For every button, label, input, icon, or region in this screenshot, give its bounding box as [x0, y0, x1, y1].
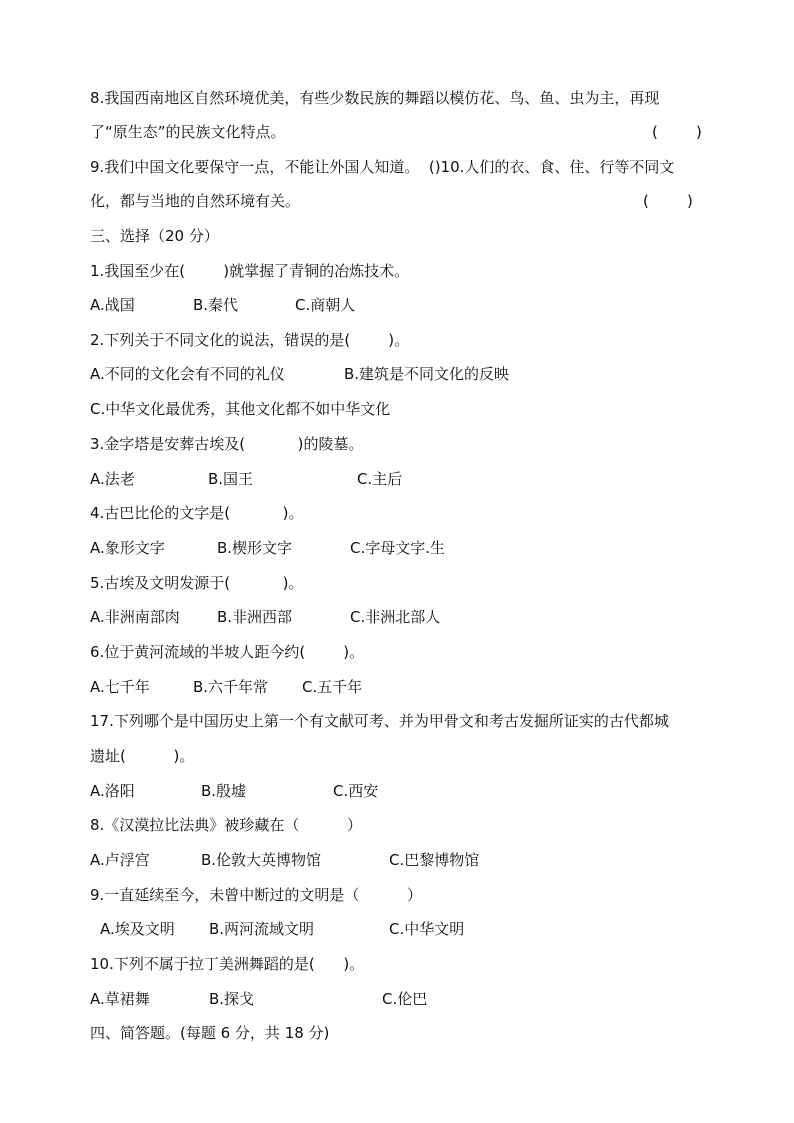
tf-q8-answer-paren: ( )	[652, 123, 702, 141]
section3-title: 三、选择（20 分）	[90, 227, 219, 245]
q5-option-c: C.非洲北部人	[350, 608, 441, 626]
q2-stem: 2.下列关于不同文化的说法，错误的是( )。	[90, 331, 410, 349]
q2-option-c: C.中华文化最优秀，其他文化都不如中华文化	[90, 400, 391, 418]
q10-option-b: B.探戈	[209, 990, 255, 1008]
q6-stem: 6.位于黄河流域的半坡人距今约( )。	[90, 643, 365, 661]
tf-q9-line1: 9.我们中国文化要保守一点，不能让外国人知道。 ()10.人们的衣、食、住、行等不同文	[90, 158, 675, 176]
q9-option-a: A.埃及文明	[100, 920, 175, 938]
q3-option-b: B.国王	[208, 470, 254, 488]
q1-option-b: B.秦代	[193, 296, 239, 314]
q9-stem: 9.一直延续至今，未曾中断过的文明是（ ）	[90, 886, 422, 904]
q1-option-a: A.战国	[90, 296, 135, 314]
q4-option-c: C.字母文字.生	[350, 539, 446, 557]
q7-option-b: B.殷墟	[201, 782, 247, 800]
q7-option-a: A.洛阳	[90, 782, 135, 800]
q4-option-b: B.楔形文字	[217, 539, 293, 557]
q6-option-c: C.五千年	[302, 678, 363, 696]
q1-stem: 1.我国至少在( )就掌握了青铜的冶炼技术。	[90, 262, 410, 280]
q2-option-b: B.建筑是不同文化的反映	[344, 365, 510, 383]
q7-stem-line1: 17.下列哪个是中国历史上第一个有文献可考、并为甲骨文和考古发掘所证实的古代都城	[90, 712, 669, 730]
q3-stem: 3.金字塔是安葬古埃及( )的陵墓。	[90, 435, 364, 453]
q7-option-c: C.西安	[333, 782, 379, 800]
q5-option-b: B.非洲西部	[217, 608, 293, 626]
q10-option-a: A.草裙舞	[90, 990, 150, 1008]
q7-stem-line2: 遗址( )。	[90, 747, 195, 765]
q9-option-c: C.中华文明	[389, 920, 465, 938]
q10-stem: 10.下列不属于拉丁美洲舞蹈的是( )。	[90, 955, 365, 973]
q5-option-a: A.非洲南部肉	[90, 608, 180, 626]
q3-option-a: A.法老	[90, 470, 135, 488]
section4-title: 四、简答题。(每题 6 分，共 18 分)	[90, 1024, 330, 1042]
q6-option-a: A.七千年	[90, 678, 150, 696]
q6-option-b: B.六千年常	[193, 678, 269, 696]
q10-option-c: C.伦巴	[382, 990, 428, 1008]
q8-option-a: A.卢浮宫	[90, 851, 150, 869]
q3-option-c: C.主后	[357, 470, 403, 488]
tf-q10-answer-paren: ( )	[643, 192, 693, 210]
q4-option-a: A.象形文字	[90, 539, 165, 557]
q2-option-a: A.不同的文化会有不同的礼仪	[90, 365, 285, 383]
q1-option-c: C.商朝人	[295, 296, 356, 314]
q5-stem: 5.古埃及文明发源于( )。	[90, 574, 304, 592]
q8-option-b: B.伦敦大英博物馆	[201, 851, 322, 869]
tf-q8-line1: 8.我国西南地区自然环境优美，有些少数民族的舞蹈以模仿花、鸟、鱼、虫为主，再现	[90, 89, 660, 107]
tf-q9-line2: 化，都与当地的自然环境有关。	[90, 192, 301, 210]
q8-option-c: C.巴黎博物馆	[389, 851, 480, 869]
tf-q8-line2: 了“原生态”的民族文化特点。	[90, 123, 286, 141]
q4-stem: 4.古巴比伦的文字是( )。	[90, 504, 304, 522]
q8-stem: 8.《汉漠拉比法典》被珍藏在（ ）	[90, 816, 362, 834]
q9-option-b: B.两河流域文明	[209, 920, 315, 938]
